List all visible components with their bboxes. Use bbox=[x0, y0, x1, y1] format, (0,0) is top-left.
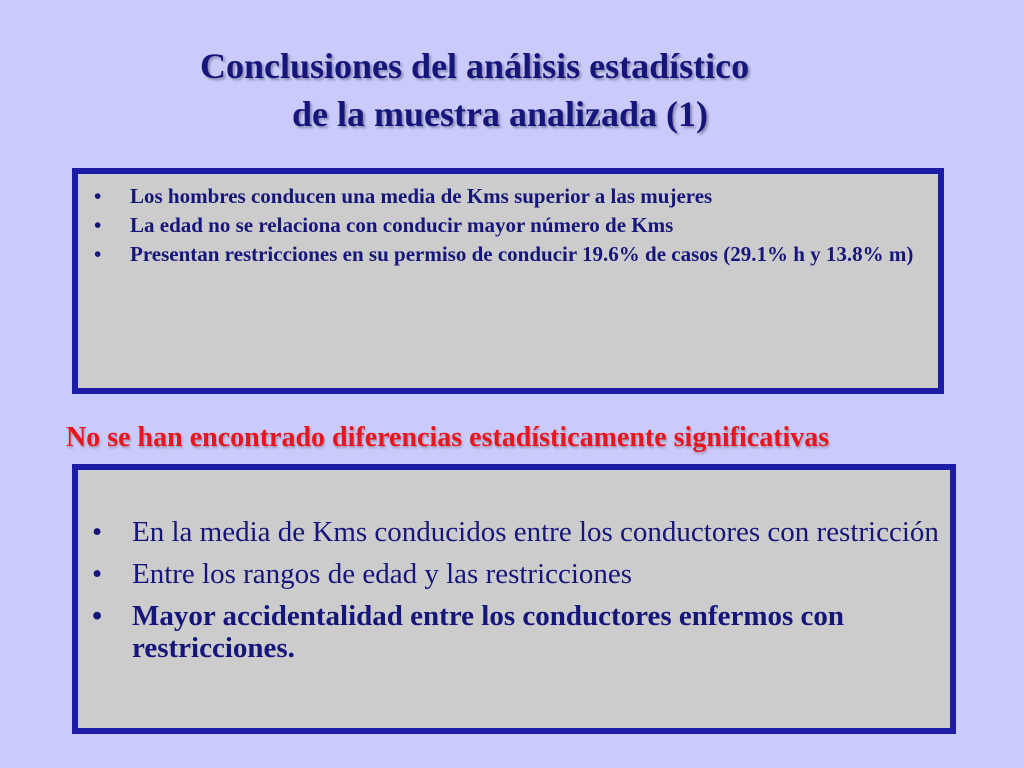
bullet-icon: • bbox=[92, 516, 103, 548]
bullet-icon: • bbox=[92, 558, 103, 590]
no-difference-item-text: En la media de Kms conducidos entre los conductores con restricción bbox=[132, 516, 939, 548]
title-line-1: Conclusiones del análisis estadístico bbox=[200, 46, 750, 86]
findings-item-text: Presentan restricciones en su permiso de conducir 19.6% de casos (29.1% h y 13.8% m) bbox=[130, 242, 914, 266]
findings-item bbox=[90, 182, 940, 211]
no-difference-item bbox=[88, 516, 948, 548]
findings-item bbox=[90, 211, 940, 240]
no-difference-list bbox=[88, 516, 948, 674]
bullet-icon: • bbox=[94, 184, 102, 208]
bullet-icon: • bbox=[92, 600, 103, 632]
no-difference-item bbox=[88, 600, 948, 664]
findings-item-text: La edad no se relaciona con conducir mayor número de Kms bbox=[130, 213, 674, 237]
findings-item bbox=[90, 240, 940, 269]
no-difference-box bbox=[72, 464, 956, 734]
findings-box bbox=[72, 168, 944, 394]
no-difference-item bbox=[88, 558, 948, 590]
bullet-icon: • bbox=[94, 242, 102, 266]
findings-list bbox=[90, 182, 940, 269]
no-difference-item-text: Entre los rangos de edad y las restricciones bbox=[132, 558, 633, 590]
no-difference-statement: No se han encontrado diferencias estadísticamente significativas bbox=[66, 422, 830, 453]
no-difference-item-text: Mayor accidentalidad entre los conductores enfermos con restricciones. bbox=[132, 600, 845, 664]
title-line-2: de la muestra analizada (1) bbox=[292, 94, 708, 134]
bullet-icon: • bbox=[94, 213, 102, 237]
findings-item-text: Los hombres conducen una media de Kms superior a las mujeres bbox=[130, 184, 713, 208]
